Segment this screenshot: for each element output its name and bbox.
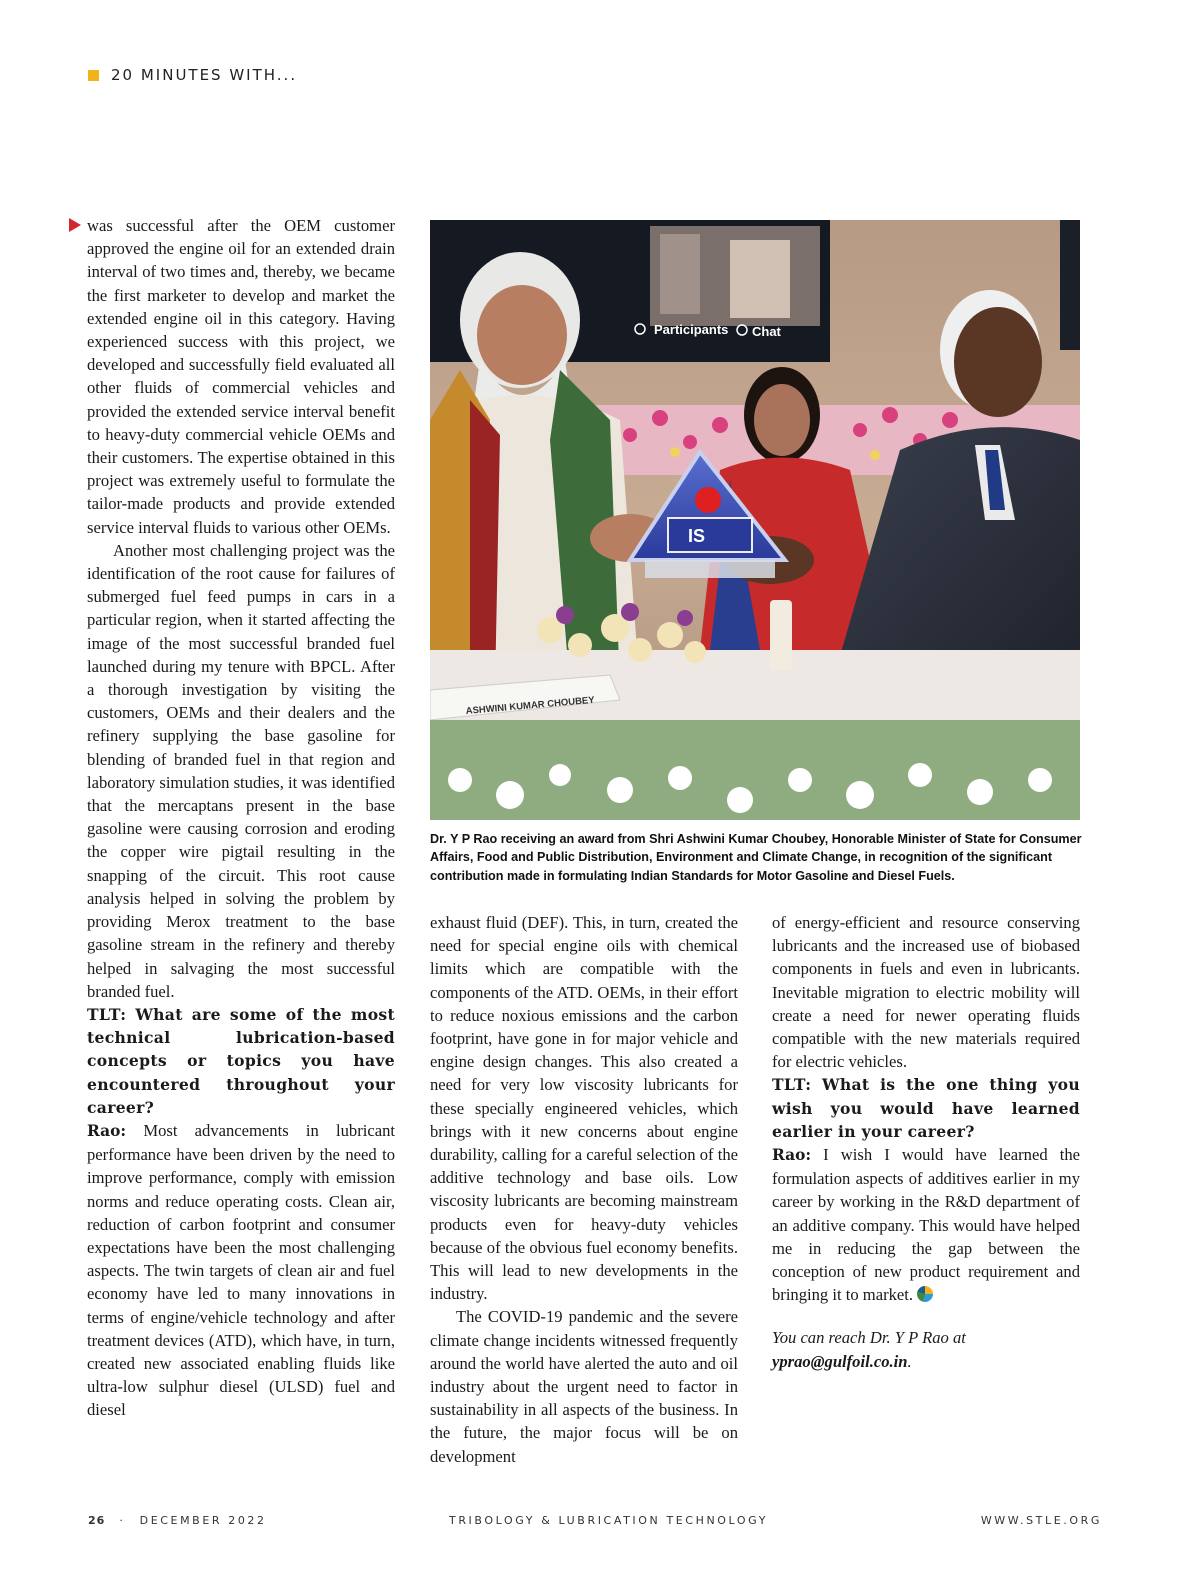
article-column-3 xyxy=(772,911,1080,1373)
contact-line xyxy=(772,1326,1080,1372)
question-text: What is the one thing you wish you would have learned earlier in your career? xyxy=(772,1075,1080,1141)
interview-question xyxy=(87,1003,395,1119)
contact-suffix: . xyxy=(907,1351,912,1371)
footer-left xyxy=(88,1514,267,1527)
publication-name: TRIBOLOGY & LUBRICATION TECHNOLOGY xyxy=(449,1514,769,1527)
answer-label: Rao: xyxy=(87,1121,127,1140)
paragraph: Another most challenging project was the identification of the root cause for failures of submerged fuel feed pumps in cars in a particular region, when it started affecting the image of the most successful branded fuel launched during my tenure with BPCL. After a thorough investigation by visiting the customers, OEMs and their dealers and the refinery supplying the base gasoline for blending of branded fuel in that region and laboratory simulation studies, it was identified that the mercaptans present in the base gasoline were causing corrosion and eroding the copper wire pigtail resulting in the snapping of the circuit. This root cause analysis helped in solving the problem by providing Merox treatment to the base gasoline stream in the refinery and thereby helped in salvaging the most successful branded fuel. xyxy=(87,540,395,1001)
answer-label: Rao: xyxy=(772,1146,812,1165)
svg-text:IS: IS xyxy=(688,526,706,546)
section-marker-icon xyxy=(88,70,99,81)
end-of-article-icon xyxy=(917,1286,933,1302)
interview-answer xyxy=(87,1119,395,1422)
answer-text: Most advancements in lubricant performance have been driven by the need to improve performance, comply with emission norms and reduce operating costs. Clean air, reduction of carbon footprint and consumer expectations have been the most challenging aspects. The twin targets of clean air and fuel economy have led to many innovations in terms of engine/vehicle technology and after treatment devices (ATD), which have, in turn, created new associated enabling fluids like ultra-low sulphur diesel (ULSD) fuel and diesel xyxy=(87,1120,395,1420)
section-header xyxy=(88,66,297,84)
website-link[interactable]: WWW.STLE.ORG xyxy=(980,1514,1102,1527)
issue-date: DECEMBER 2022 xyxy=(139,1514,267,1527)
question-label: TLT: xyxy=(772,1075,812,1095)
contact-prefix: You can reach Dr. Y P Rao at xyxy=(772,1328,966,1348)
award-photo xyxy=(430,220,1080,820)
paragraph: of energy-efficient and resource conserving lubricants and the increased use of biobased components in fuels and even in lubricants. Inevitable migration to electric mobility will create a need for newer operating fluids compatible with the new materials required for electric vehicles. xyxy=(772,913,1080,1072)
interview-answer xyxy=(772,1143,1080,1306)
question-label: TLT: xyxy=(87,1004,127,1024)
continued-arrow-icon xyxy=(69,218,81,232)
screen-chat-label: Chat xyxy=(752,324,781,339)
nameplate-text: ASHWINI KUMAR CHOUBEY xyxy=(465,694,596,717)
article-column-1 xyxy=(87,214,395,1422)
photo-caption: Dr. Y P Rao receiving an award from Shri Ashwini Kumar Choubey, Honorable Minister of State for Consumer Affairs, Food and Public Distribution, Environment and Climate Change, in recognition of the significant contribution made in formulating Indian Standards for Motor Gasoline and Diesel Fuels. xyxy=(430,832,1082,883)
paragraph: The COVID-19 pandemic and the severe climate change incidents witnessed frequently around the world have alerted the auto and oil industry about the urgent need to factor in sustainability in all aspects of the business. In the future, the major focus will be on development xyxy=(430,1307,738,1466)
screen-participants-label: Participants xyxy=(654,322,729,337)
answer-text: I wish I would have learned the formulation aspects of additives earlier in my career by working in the R&D department of an additive company. This would have helped me in reducing the gap between the conception of new product requirement and bringing it to market. xyxy=(772,1145,1080,1305)
footer-separator: · xyxy=(119,1514,126,1527)
paragraph: was successful after the OEM customer approved the engine oil for an extended drain interval of two times and, thereby, we became the first marketer to develop and market the extended engine oil in this category. Having experienced success with this project, we developed and successfully field evaluated all other fluids of commercial vehicles and provided the extended service interval benefit to heavy-duty commercial vehicle OEMs and their customers. The expertise obtained in this project was extremely useful to formulate the tailor-made products and provide extended service interval fluids to various other OEMs. xyxy=(87,216,395,537)
page-number: 26 xyxy=(88,1514,106,1527)
section-label: 20 MINUTES WITH... xyxy=(111,66,298,84)
question-text: What are some of the most technical lubrication-based concepts or topics you have encountered throughout your career? xyxy=(87,1004,395,1117)
contact-email-link[interactable]: yprao@gulfoil.co.in xyxy=(772,1351,908,1371)
interview-question xyxy=(772,1073,1080,1143)
article-column-2 xyxy=(430,911,738,1468)
paragraph: exhaust fluid (DEF). This, in turn, created the need for special engine oils with chemical limits which are compatible with the components of the ATD. OEMs, in their effort to reduce noxious emissions and the carbon footprint, have gone in for major vehicle and engine design changes. This also created a need for very low viscosity lubricants for these specially engineered vehicles, which brings with it new concerns about engine durability, calling for a careful selection of the additive technology and base oils. Low viscosity lubricants are becoming mainstream products even for heavy-duty vehicles because of the obvious fuel economy benefits. This will lead to new developments in the industry. xyxy=(430,913,738,1304)
